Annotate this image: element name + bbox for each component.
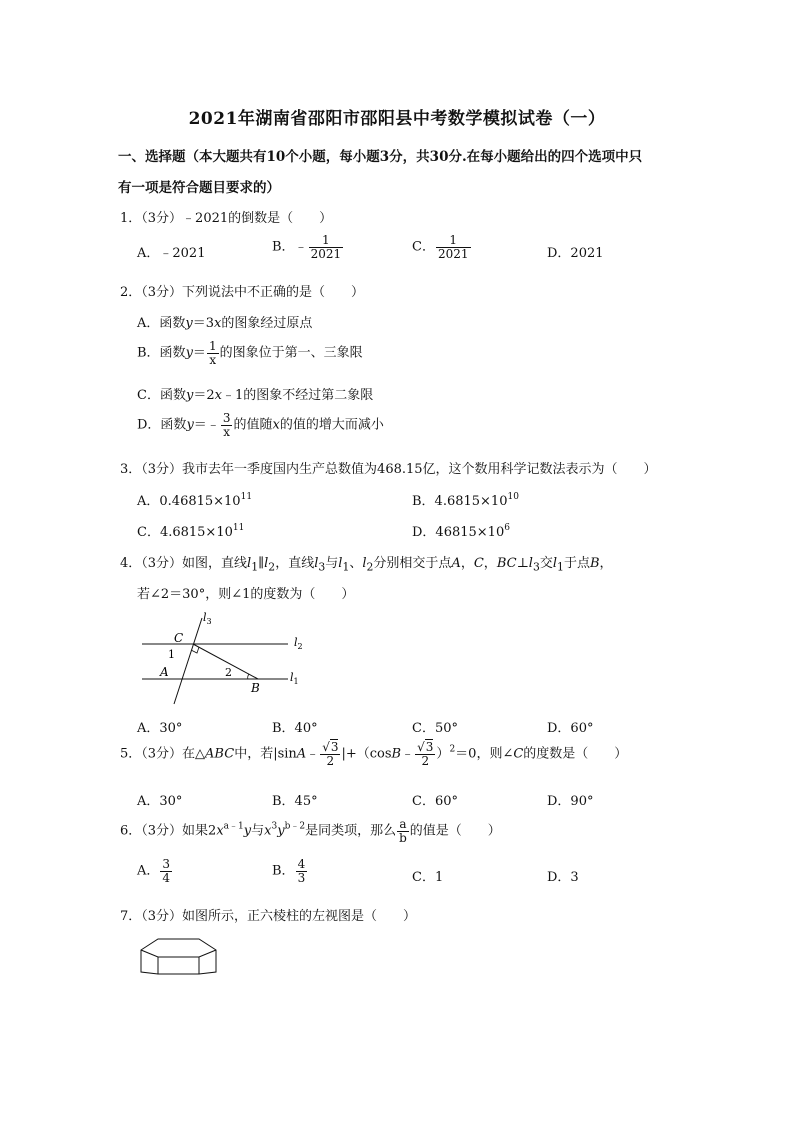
q2-option-c: C．函数y＝2x﹣1的图象不经过第二象限 [137,388,374,403]
q1-option-d: D．2021 [547,246,604,261]
label-l1: $l_1$ [290,671,299,686]
question-2-stem: 2．（3分）下列说法中不正确的是（ ） [120,285,365,300]
hexagonal-prism-figure [138,933,220,978]
question-7-stem: 7．（3分）如图所示，正六棱柱的左视图是（ ） [120,909,417,924]
label-b: B [251,681,260,695]
q1-option-c-fraction: $\frac{1}{2021}$ [437,233,469,261]
q4-option-a: A．30° [137,721,183,736]
label-angle-2: 2 [225,666,232,679]
q1-option-c: C． $\frac{1}{2021}$ [412,233,469,261]
q2-option-b: B．函数y＝ $\frac{1}{x}$ 的图象位于第一、三象限 [137,339,363,367]
q6-option-a: A． $\frac{3}{4}$ [137,857,171,885]
label-l2: $l_2$ [294,636,303,651]
question-1-stem: 1．（3分）﹣2021的倒数是（ ） [120,211,333,226]
q5-option-a: A．30° [137,794,183,809]
q6-option-b: B． $\frac{4}{3}$ [272,857,306,885]
q1-option-b: B．﹣ $\frac{1}{2021}$ [272,233,342,261]
q2-option-a: A．函数y＝3x的图象经过原点 [137,316,313,331]
question-4-stem-line1: 4．（3分）如图，直线$l_1\parallel l_2$，直线$l_3$与$l_1$、$l_2$分别相交于点A，C，$BC\perp l_3$交$l_1$于点B， [120,556,613,574]
q5-option-d: D．90° [547,794,594,809]
q3-option-b: B．$4.6815\times 10^{10}$ [412,492,519,509]
angle-2-arc [248,674,249,679]
page-title: 2021年湖南省邵阳市邵阳县中考数学模拟试卷（一） [188,109,606,129]
section-heading-line2: 有一项是符合题目要求的） [118,180,280,196]
q2-option-d: D．函数y＝﹣ $\frac{3}{x}$ 的值随x的值的增大而减小 [137,411,384,439]
q5-option-b: B．45° [272,794,318,809]
question-6-stem: 6．（3分）如果$2x^{a﹣1}y$与$x^3y^{b﹣2}$是同类项，那么 $\frac{a}{b}$ 的值是（ ） [120,817,501,845]
q6-option-c: C．1 [412,870,444,885]
label-c: C [174,631,184,645]
question-4-stem-line2: 若∠2＝30°，则∠1的度数为（ ） [137,587,355,602]
label-a: A [160,665,169,679]
q3-option-d: D．$46815\times 10^6$ [412,523,510,540]
q4-option-c: C．50° [412,721,458,736]
label-l3: $l_3$ [203,611,212,626]
question-5-stem: 5．（3分）在△ABC中，若|sinA﹣ $\frac{√3}{2}$ |+（cosB﹣ $\frac{√3}{2}$ ）$^2$＝0，则∠C的度数是（ ） [120,740,628,768]
q4-figure [130,606,320,706]
q1-option-b-fraction: $\frac{1}{2021}$ [310,233,342,261]
q1-option-a: A．﹣2021 [137,246,206,261]
q3-option-c: C．$4.6815\times 10^{11}$ [137,523,245,540]
q3-option-a: A．$0.46815\times 10^{11}$ [137,492,253,509]
q6-option-d: D．3 [547,870,579,885]
section-heading-line1: 一、选择题（本大题共有10个小题，每小题3分，共30分.在每小题给出的四个选项中只 [118,149,643,165]
q4-option-d: D．60° [547,721,594,736]
label-angle-1: 1 [168,648,175,661]
question-3-stem: 3．（3分）我市去年一季度国内生产总数值为468.15亿，这个数用科学记数法表示为（ ） [120,462,657,477]
q5-option-c: C．60° [412,794,458,809]
q4-option-b: B．40° [272,721,318,736]
